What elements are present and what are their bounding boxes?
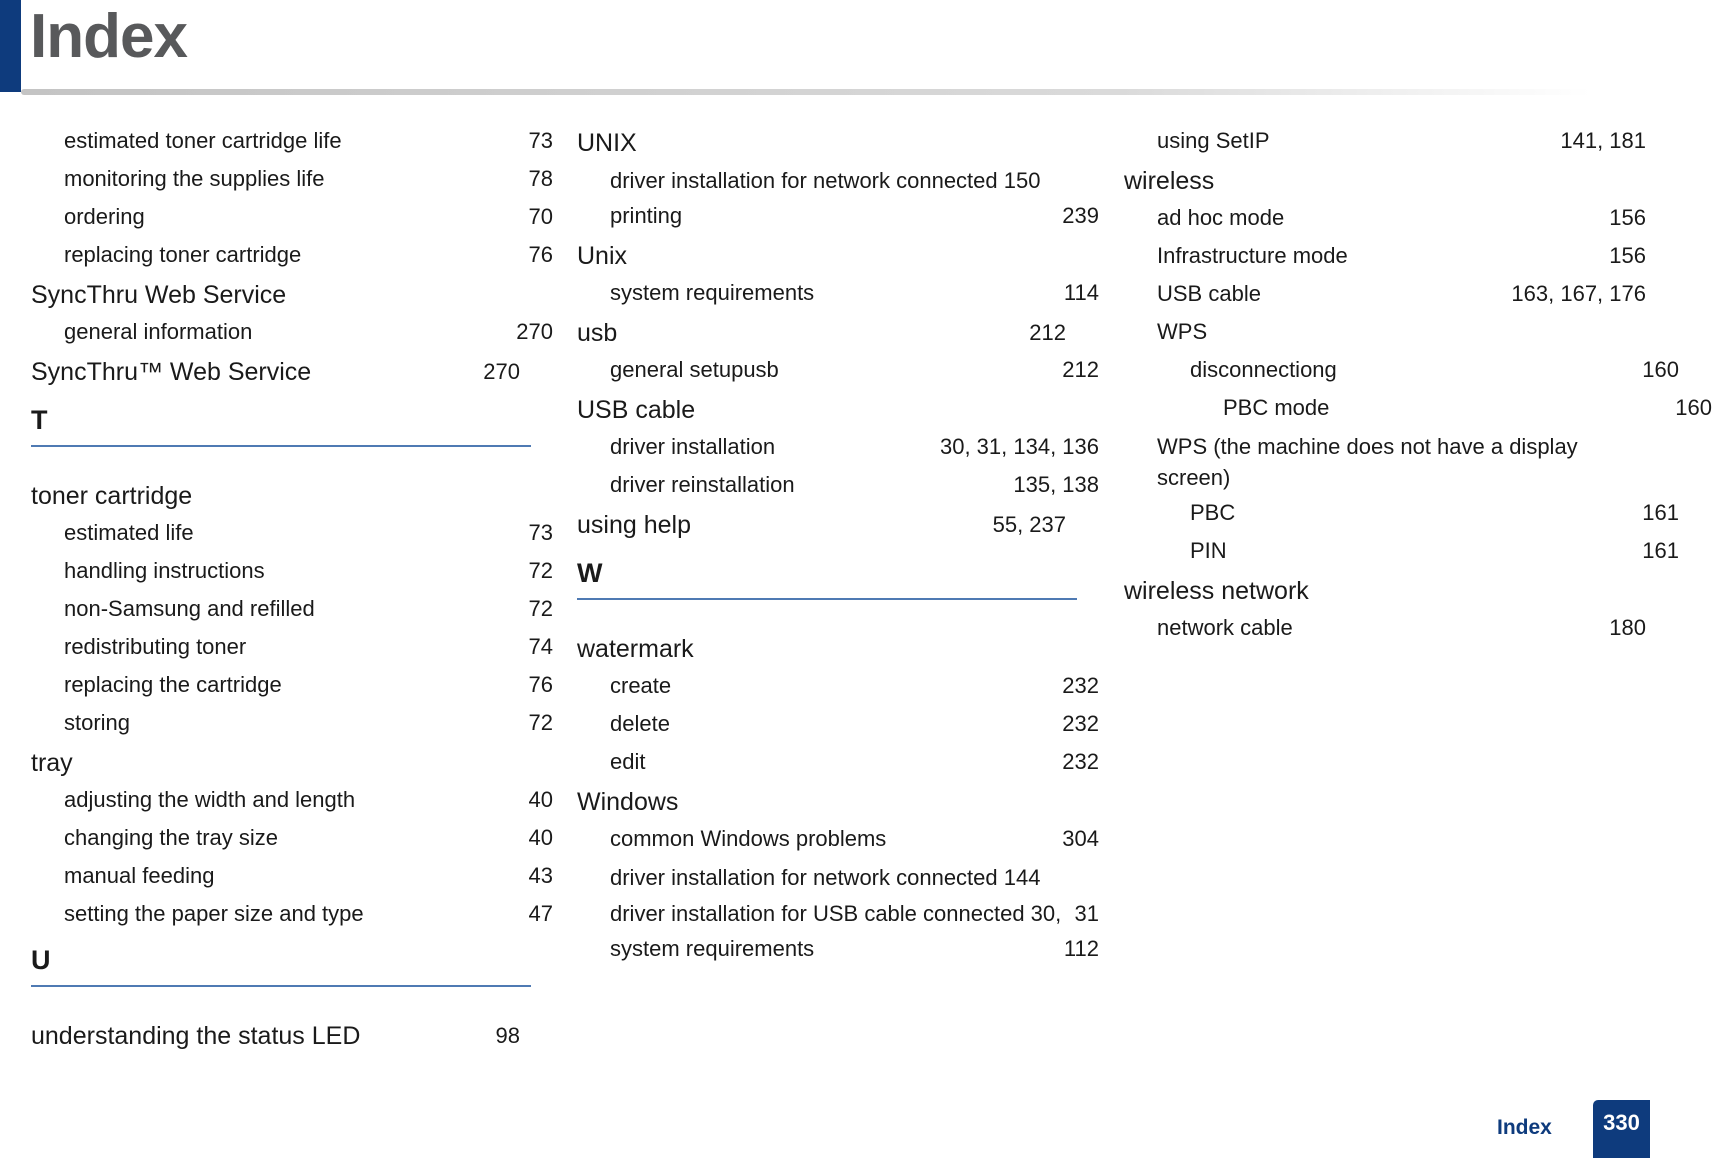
title-accent-bar [0, 0, 21, 92]
entry-term: driver installation for network connected 144 [610, 865, 1041, 890]
index-subentry [31, 128, 564, 154]
footer-section-label: Index [1497, 1116, 1552, 1139]
entry-page-ref[interactable]: 161 [1642, 500, 1679, 525]
index-subentry [577, 936, 1110, 962]
entry-page-ref[interactable]: 76 [528, 242, 553, 267]
entry-term: usb [577, 319, 618, 347]
section-header [31, 945, 531, 1007]
page-title: Index [30, 2, 187, 71]
entry-page-ref[interactable]: 31 [1074, 901, 1099, 926]
entry-term: manual feeding [64, 863, 215, 888]
entry-page-ref[interactable]: 160 [1642, 357, 1679, 382]
index-entry [577, 787, 1077, 817]
entry-term: common Windows problems [610, 826, 887, 851]
entry-term: replacing the cartridge [64, 672, 282, 697]
entry-term: tray [31, 749, 73, 777]
index-entry [31, 280, 531, 310]
entry-term: using SetIP [1157, 128, 1270, 153]
index-subentry [1124, 500, 1690, 526]
index-subentry [31, 634, 564, 660]
entry-page-ref[interactable]: 163, 167, 176 [1511, 281, 1646, 306]
entry-page-ref[interactable]: 141, 181 [1560, 128, 1646, 153]
entry-term: replacing toner cartridge [64, 242, 302, 267]
entry-page-ref[interactable]: 78 [528, 166, 553, 191]
entry-term: system requirements [610, 936, 815, 961]
entry-page-ref[interactable]: 47 [528, 901, 553, 926]
entry-term: changing the tray size [64, 825, 279, 850]
entry-page-ref[interactable]: 40 [528, 825, 553, 850]
index-entry [577, 634, 1077, 664]
index-subentry [577, 434, 1110, 460]
index-subentry [31, 242, 564, 268]
index-subentry [577, 357, 1110, 383]
index-entry [1124, 576, 1624, 606]
entry-page-ref[interactable]: 212 [1029, 320, 1066, 345]
entry-term: network cable [1157, 615, 1293, 640]
entry-term: general setupusb [610, 357, 779, 382]
entry-page-ref[interactable]: 76 [528, 672, 553, 697]
entry-term: WPS [1157, 319, 1208, 344]
entry-term: ad hoc mode [1157, 205, 1285, 230]
section-header [577, 558, 1077, 620]
entry-page-ref[interactable]: 112 [1063, 936, 1099, 961]
entry-page-ref[interactable]: 232 [1062, 673, 1099, 698]
entry-term: handling instructions [64, 558, 265, 583]
entry-term: using help [577, 511, 691, 539]
index-subentry [1124, 431, 1657, 493]
index-subentry [1124, 243, 1657, 269]
index-subentry [31, 825, 564, 851]
entry-term: Windows [577, 788, 679, 816]
index-subentry [31, 166, 564, 192]
entry-page-ref[interactable]: 135, 138 [1013, 472, 1099, 497]
entry-page-ref[interactable]: 304 [1062, 826, 1099, 851]
entry-page-ref[interactable]: 73 [528, 520, 553, 545]
index-subentry [31, 319, 564, 345]
section-rule [31, 985, 531, 987]
index-subentry [31, 787, 564, 813]
index-subentry [1124, 395, 1723, 421]
section-header [31, 405, 531, 467]
entry-page-ref[interactable]: 73 [528, 128, 553, 153]
entry-term: adjusting the width and length [64, 787, 356, 812]
index-entry [577, 318, 1077, 348]
entry-term: driver installation for network connected 150 [610, 168, 1041, 193]
index-subentry [1124, 538, 1690, 564]
entry-term: SyncThru™ Web Service [31, 358, 312, 386]
index-entry [31, 357, 531, 387]
index-subentry [577, 203, 1110, 229]
index-column-2 [577, 128, 1099, 974]
entry-term: PBC [1190, 500, 1236, 525]
index-entry [577, 128, 1077, 158]
entry-term: create [610, 673, 672, 698]
entry-page-ref[interactable]: 74 [528, 634, 553, 659]
entry-page-ref[interactable]: 72 [528, 558, 553, 583]
entry-page-ref[interactable]: 72 [528, 596, 553, 621]
entry-term: WPS (the machine does not have a display screen) [1157, 434, 1578, 490]
index-entry [31, 748, 531, 778]
entry-term: PBC mode [1223, 395, 1330, 420]
index-subentry [577, 673, 1110, 699]
entry-page-ref[interactable]: 72 [528, 710, 553, 735]
entry-page-ref[interactable]: 114 [1063, 280, 1099, 305]
entry-term: understanding the status LED [31, 1022, 361, 1050]
entry-term: redistributing toner [64, 634, 247, 659]
section-letter: W [577, 558, 603, 588]
entry-term: driver installation for USB cable connected 30, [610, 901, 1062, 926]
entry-term: USB cable [577, 396, 696, 424]
entry-page-ref[interactable]: 161 [1642, 538, 1679, 563]
section-rule [577, 598, 1077, 600]
entry-term: non-Samsung and refilled [64, 596, 315, 621]
entry-page-ref[interactable]: 30, 31, 134, 136 [939, 434, 1099, 459]
index-subentry [31, 710, 564, 736]
entry-term: edit [610, 749, 646, 774]
index-subentry [31, 204, 564, 230]
page-number: 330 [1603, 1110, 1640, 1135]
index-subentry [577, 749, 1110, 775]
index-subentry [31, 863, 564, 889]
entry-term: disconnectiong [1190, 357, 1337, 382]
index-subentry [577, 165, 1110, 196]
entry-term: wireless network [1124, 577, 1309, 605]
index-subentry [577, 280, 1110, 306]
section-rule [31, 445, 531, 447]
index-subentry [1124, 281, 1657, 307]
entry-term: USB cable [1157, 281, 1261, 306]
entry-term: delete [610, 711, 670, 736]
index-subentry [31, 672, 564, 698]
entry-page-ref[interactable]: 180 [1609, 615, 1646, 640]
index-subentry [31, 520, 564, 546]
index-subentry [577, 898, 1110, 929]
index-subentry [1124, 205, 1657, 231]
entry-page-ref[interactable]: 156 [1609, 205, 1646, 230]
index-entry [577, 395, 1077, 425]
index-entry [577, 241, 1077, 271]
entry-term: system requirements [610, 280, 815, 305]
index-entry [31, 481, 531, 511]
entry-page-ref[interactable]: 239 [1062, 203, 1099, 228]
index-subentry [1124, 357, 1690, 383]
entry-term: setting the paper size and type [64, 901, 364, 926]
entry-term: storing [64, 710, 131, 735]
index-subentry [577, 472, 1110, 498]
entry-page-ref[interactable]: 43 [528, 863, 553, 888]
entry-page-ref[interactable]: 156 [1609, 243, 1646, 268]
entry-term: driver reinstallation [610, 472, 795, 497]
entry-term: wireless [1124, 167, 1215, 195]
entry-term: Infrastructure mode [1157, 243, 1348, 268]
index-entry [1124, 166, 1624, 196]
entry-term: estimated life [64, 520, 194, 545]
entry-term: estimated toner cartridge life [64, 128, 342, 153]
entry-page-ref[interactable]: 98 [495, 1023, 520, 1048]
entry-page-ref[interactable]: 212 [1062, 357, 1099, 382]
entry-term: UNIX [577, 129, 637, 157]
entry-term: Unix [577, 242, 628, 270]
index-subentry [577, 862, 1110, 893]
index-column-1 [31, 128, 553, 1060]
index-column-3 [1124, 128, 1712, 653]
index-subentry [1124, 128, 1657, 154]
entry-term: toner cartridge [31, 482, 193, 510]
index-subentry [1124, 319, 1657, 345]
entry-term: watermark [577, 635, 694, 663]
entry-term: printing [610, 203, 683, 228]
index-subentry [1124, 615, 1657, 641]
entry-page-ref[interactable]: 70 [528, 204, 553, 229]
entry-page-ref[interactable]: 40 [528, 787, 553, 812]
index-entry [577, 510, 1077, 540]
entry-term: driver installation [610, 434, 776, 459]
index-subentry [31, 901, 564, 927]
entry-term: SyncThru Web Service [31, 281, 287, 309]
entry-page-ref[interactable]: 160 [1675, 395, 1712, 420]
entry-term: monitoring the supplies life [64, 166, 325, 191]
index-subentry [31, 558, 564, 584]
title-divider [21, 89, 1591, 95]
entry-page-ref[interactable]: 55, 237 [992, 512, 1066, 537]
entry-page-ref[interactable]: 270 [483, 359, 520, 384]
entry-term: general information [64, 319, 253, 344]
index-subentry [577, 826, 1110, 852]
entry-term: PIN [1190, 538, 1227, 563]
section-letter: U [31, 945, 51, 975]
index-subentry [577, 711, 1110, 737]
entry-page-ref[interactable]: 232 [1062, 749, 1099, 774]
entry-term: ordering [64, 204, 145, 229]
index-subentry [31, 596, 564, 622]
index-entry [31, 1021, 531, 1051]
entry-page-ref[interactable]: 232 [1062, 711, 1099, 736]
entry-page-ref[interactable]: 270 [516, 319, 553, 344]
section-letter: T [31, 405, 48, 435]
